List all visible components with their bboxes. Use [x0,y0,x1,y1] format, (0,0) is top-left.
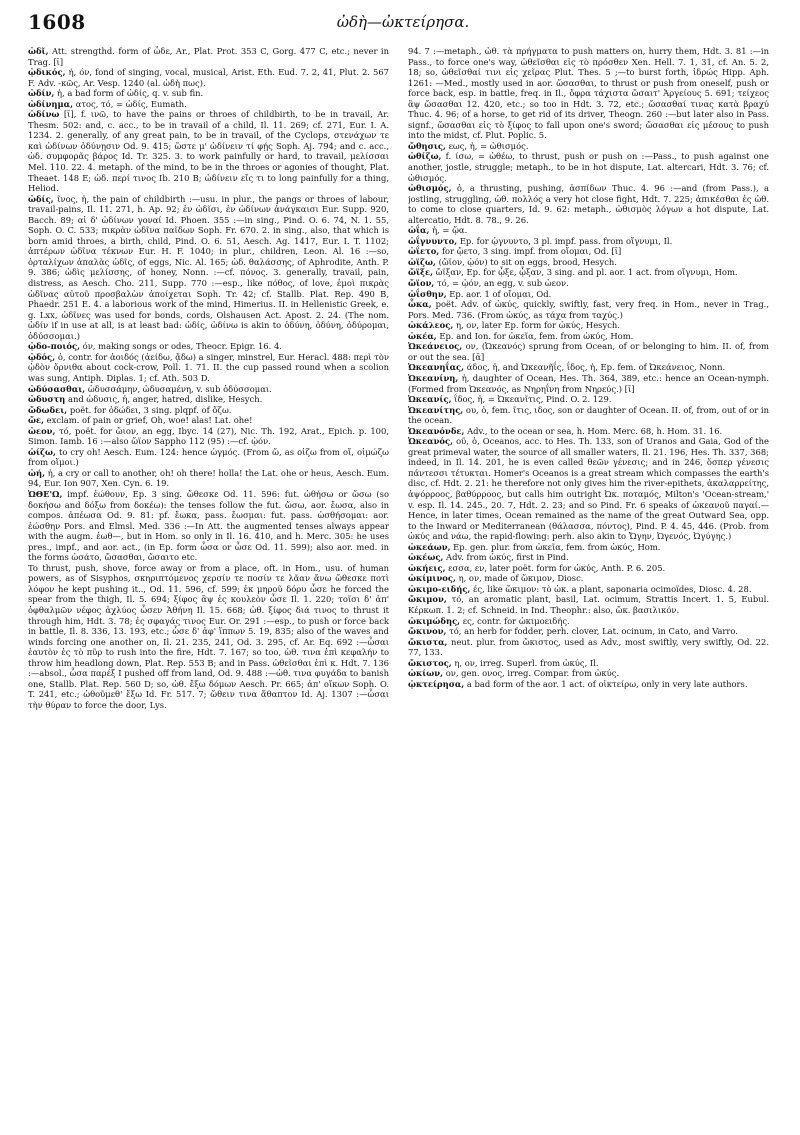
entry-definition: εσσα, εν, later poët. form for ὠκύς, Anth. P. 6. 205. [448,562,666,573]
entry-headword: ὤθησις, [408,140,446,151]
dictionary-entry [408,679,769,690]
entry-headword: ὤκιστα, [408,636,448,647]
entry-definition: Ep. gen. plur. from ὠκεῖα, fem. from ὠκύς, Hom. [453,541,661,552]
dictionary-entry [28,426,389,447]
dictionary-entry [408,331,769,342]
entry-definition: εως, ἡ, = ὠθισμός. [448,140,529,151]
dictionary-entry [408,46,769,141]
entry-headword: ὠκιμο-ειδής, [408,583,471,594]
dictionary-entry [408,426,769,437]
entry-headword: ὠή, [28,467,45,478]
entry-definition: Adv., to the ocean or sea, h. Hom. Merc. 68, h. Hom. 31. 16. [467,425,723,436]
entry-definition: 94. 7 :—metaph., ὠθ. τὰ πρήγματα to push matters on, hurry them, Hdt. 3. 81 :—in Pass., to force one's way, ὠθεῖσθαι εἰς τὸ πρόσθεν Xen. Hell. 7. 1, 31, cf. An. 5. 2, 18; so, ὠθεῖσθαί τινι εἰς χεῖρας Plut. Thes. 5 ;—to burst forth, ἱδρώς Hipp. Aph. 1261: —Med., mostly used in aor. ὤσασθαι, to thrust or push from oneself, push or force back, esp. in battle, freq. in Il., ὄφρα τάχιστα ὤσαιτ' Ἀργείους 5. 691; τείχεος ἂψ ὤσασθαι 12. 420, etc.; so too in Hdt. 3. 72, etc.; ὤσασθαί τινας κατὰ βραχύ Thuc. 4. 96; of a horse, to get rid of its driver, Theogn. 260 :—but later also in Pass. signf., ὤσασθαι εἰς τὸ ξίφος to fall upon one's sword; ὤσασθαι εἰς μέσους to push into the midst, cf. Plut. Poplic. 5. [408,46,769,141]
entry-headword: ὠκάλεος, [408,320,454,331]
dictionary-entry [408,225,769,236]
entry-definition: ὠδυσσάμην, ὠδυσαμένη, v. sub ὀδύσσομαι. [87,383,272,394]
entry-definition: Ep. and Ion. for ὠκεῖα, fem. from ὠκύς, Hom. [439,330,634,341]
dictionary-entry [28,341,389,352]
entry-headword: ὠΐετο, [408,246,440,257]
entry-definition: η, ον, irreg. Superl. from ὠκύς, Il. [454,657,599,668]
entry-definition: ου, ὁ, fem. ῖτις, ιδος, son or daughter of Ocean. II. of, from, out of or in the ocean. [408,404,769,426]
entry-headword: ὠδίν, [28,88,55,99]
dictionary-entry [28,489,389,563]
page-number: 1608 [28,10,86,34]
entry-headword: ὠκίων, [408,668,444,679]
dictionary-entry [28,384,389,395]
entry-headword: Ὠκεανηΐας, [408,362,465,373]
dictionary-entry [408,278,769,289]
entry-definition: (ὤϊον, ᾠόν) to sit on eggs, brood, Hesych. [438,256,617,267]
entry-headword: ὠκίμινος, [408,573,456,584]
dictionary-entry [408,257,769,268]
entry-definition: ές, like ὤκιμον: τὸ ὠκ. a plant, saponaria ocimoïdes, Diosc. 4. 28. [473,583,752,594]
entry-headword: Ὠκεανόνδε, [408,425,465,436]
entry-headword: ᾠκτείρησα, [408,678,465,689]
entry-headword: ὠδίνω [28,109,60,120]
entry-headword: ὠθισμός, [408,183,452,194]
dictionary-entry [28,67,389,88]
dictionary-entry [408,563,769,574]
entry-definition: poët. for ὀδώδει, 3 sing. plqpf. of ὄζω. [69,404,232,415]
entry-definition: and ὠδυσις, ἡ, anger, hatred, dislike, Hesych. [67,394,263,405]
dictionary-entry [408,141,769,152]
entry-definition: η, ον, later Ep. form for ὠκύς, Hesych. [455,320,620,331]
entry-headword: Ὠκεανός, [408,436,454,447]
entry-headword: Ὠκεάνειος, [408,341,463,352]
dictionary-entry [408,151,769,183]
entry-definition: ὁ, contr. for ἀοιδός (ἀείδω, ᾄδω) a singer, minstrel, Eur. Heracl. 488: περὶ τὸν ᾠδὸν ὄρνιθα about cock-crow, Poll. 1. 71. II. the cup passed round when a scolion was sung, Antiph. Diplas. 1; cf. Ath. 503 D. [28,351,389,383]
dictionary-entry [408,668,769,679]
entry-definition: ΐδος, ἡ, = Ὠκεανῖτις, Pind. O. 2. 129. [454,394,612,405]
entry-headword: Ὠκεανίτης, [408,404,464,415]
entry-definition: neut. plur. from ὤκιστος, used as Adv., most swiftly, very swiftly, Od. 22. 77, 133. [408,636,769,658]
entry-headword: ὤϊξε, [408,267,433,278]
entry-definition: ἡ, a bad form of ὠδίς, q. v. sub fin. [57,88,204,99]
entry-definition: impf. ἐώθουν, Ep. 3 sing. ὤθεσκε Od. 11. 596: fut. ὠθήσω or ὤσω (so δοκήσω and δόξω from δοκέω): the tenses follow the fut. ὤσω, aor. ἔωσα, also in compos. ἀπέωσα Od. 9. 81: pf. ἔωκα, pass. ἔωσμαι: fut. pass. ὠσθήσομαι: aor. ἐώσθην Pors. and Elmsl. Med. 336 :—In Att. the augmented tenses always appear with the augm. ἐωθ—, but in Hom. so only in Il. 16. 410, and h. Merc. 305: he uses pres., impf., and aor. act., (in Ep. form ὦσα or ὦσε Od. 11. 599); also aor. med. in the forms ὠσάτο, ὤσασθαι, ὤσαιτο etc. [28,488,389,563]
entry-definition: όν, making songs or odes, Theocr. Epigr. 16. 4. [82,341,282,352]
dictionary-entry [408,373,769,394]
entry-headword: ὠίζω, [28,446,56,457]
page-header [28,10,778,36]
dictionary-entry [28,109,389,193]
entry-definition: ον, (Ὠκεανός) sprung from Ocean, of or belonging to him. II. of, from or out the sea. [ᾱ] [408,341,769,362]
entry-headword: ὤκιστος, [408,657,452,668]
entry-definition: τό, an aromatic plant, basil, Lat. ocimum, Strattis Incert. 1. 5, Eubul. Κέρκωπ. 1. 2; cf. Schneid. in Ind. Theophr.: also, ὤκ. βασιλικόν. [408,594,769,615]
dictionary-entry [28,447,389,468]
entry-definition: άδος, ἡ, and Ὠκεανῆΐς, ΐδος, ἡ, Ep. fem. of Ὠκεάνειος, Nonn. [466,362,726,373]
entry-definition: ῖνος, ἡ, the pain of childbirth :—usu. in plur., the pangs or throes of labour, travail-pains, Il. 11. 271, h. Ap. 92; ἐν ὠδῖσι, ἐν ὠδίνων ἀνάγκαισι Eur. Supp. 920, Bacch. 89; αἱ δ' ὠδίνων γοναί Id. Phoen. 355 :—in sing., Pind. O. 6. 74, N. 1. 55, Soph. O. C. 533; πικρὰν ὠδῖνα παῖδων Soph. Fr. 670. 2. in sing., also, that which is born amid throes, a birth, child, Pind. O. 6. 51, Aesch. Ag. 1417, Eur. I. T. 1102; ἀπτέρων ὠδῖνα τέκνων Eur. H. F. 1040; in plur., children, Leon. Al. 16 :—so, ὀρταλίχων ἀπαλὰς ὠδῖς, of eggs, Nic. Al. 165; ὠδ. θαλάσσης, of Aphrodite, Anth. P. 9. 386; ὠδὶς μελίσσης, of honey, Nonn. :—cf. πόνος. 3. generally, travail, pain, distress, as Aesch. Cho. 211, Supp. 770 :—esp., like πόθος, of love, ἐμοὶ πικρὰς ὠδῖνας αὐτοῦ προσβαλὼν ἀποίχεται Soph. Tr. 42; cf. Stallb. Plat. Rep. 490 B, Phaedr. 251 E. 4. a laborious work of the mind, Himerius. II. in Hellenistic Greek, e. g. Lxx, ὠδῖνες was used for bonds, cords, Olshausen Act. Apost. 2. 24. (The nom. ὠδίν if in use at all, is at least bad: ὠδίς, ὠδίνω is akin to ὀδύνη, ὀδύνη, ὀδύρομαι, ὀδύσσομαι.) [28,193,389,341]
dictionary-entry [28,99,389,110]
dictionary-entry [408,594,769,615]
entry-definition: Ep. for ᾠγνυντο, 3 pl. impf. pass. from οἴγνυμι, Il. [459,235,673,246]
entry-definition: ες, contr. for ὠκιμοειδής. [462,615,570,626]
entry-definition: Ep. aor. 1 of οἴομαι, Od. [449,288,552,299]
dictionary-entry [28,352,389,384]
right-column [408,46,769,1124]
entry-definition: οῦ, ὁ, Oceanos, acc. to Hes. Th. 133, son of Uranos and Gaia, God of the great primeval water, the source of all smaller waters, Il. 21. 196, Hes. Th. 337, 368; indeed, in Il. 14. 201, he is even called θεῶν γένεσις; and in 246, ὅσπερ γένεσις πάντεσσι τέτυκται. Homer's Oceanos is a great stream which compasses the earth's disc, cf. Hdt. 2. 21: he therefore not only gives him the river-epithets, ἀκαλαρρείτης, ἀψόρροος, βαθύρροος, but calls him outright Ὠκ. ποταμός, Milton's 'Ocean-stream,' v. esp. Il. 14. 245., 20. 7, Hdt. 2. 23; and so Pind. Fr. 6 speaks of ὠκεανοῦ παγαί.—Hence, in later times, Ocean remained as the name of the great Outward Sea, opp. to the Inward or Mediterranean (θάλασσα, πόντος), Pind. P. 4. 45, 446. (Prob. from ὠκύς and νάω, the rapid-flowing: perh. also akin to Ὤγην, Ὠγενός, Ὠγύγης.) [408,436,769,542]
dictionary-entry [408,616,769,627]
dictionary-entry [28,194,389,342]
entry-headword: ὠκέα, [408,330,437,341]
entry-headword: ὠκέως, [408,552,444,563]
entry-definition: ον, gen. ονος, irreg. Compar. from ὠκύς. [445,668,620,679]
entry-definition: ή, όν, fond of singing, vocal, musical, Arist. Eth. Eud. 7. 2, 41, Plut. 2. 567 F. Adv. -κῶς, Ar. Vesp. 1240 (al. ὠδὴ πως). [28,67,389,88]
entry-definition: Att. strengthd. form of ὧδε, Ar., Plat. Prot. 353 C, Gorg. 477 C, etc.; never in Trag. [ῑ] [28,46,389,67]
entry-definition: Adv. from ὠκύς, first in Pind. [446,552,569,563]
dictionary-entry [408,626,769,637]
dictionary-entry [408,299,769,320]
entry-definition: τό, poët. for ὤιον, an egg, Ibyc. 14 (27), Nic. Th. 192, Arat., Epich. p. 100, Simon. Iamb. 16 :—also ὤϊον Sappho 112 (95) :—cf. ᾠόν. [28,425,389,447]
entry-headword: ὤδωδει, [28,404,68,415]
dictionary-entry [408,436,769,541]
entry-definition: To thrust, push, shove, force away or from a place, oft. in Hom., usu. of human powers, as of Sisyphos, σκηριπτόμενος χερσίν τε ποσίν τε λᾶαν ἄνω ὤθεσκε ποτὶ λόφον he kept pushing it.., Od. 11. 596, cf. 599; ἐκ μηροῦ δόρυ ὦσε he forced the spear from the thigh, Il. 5. 694; ξίφος ἂψ ἐς κουλεὸν ὦσε Il. 1. 220; τοῖσι δ' ἀπ' ὀφθαλμῶν νέφος ἀχλύος ὦσεν Ἀθήνη Il. 15. 668; ὠθ. ξίφος διά τινος to thrust it through him, Hdt. 3. 78; ἐς σφαγάς τινος Eur. Or. 291 :—esp., to push or force back in battle, Il. 8. 336, 13. 193, etc.; ὦσε δ' ἀφ' ἵππων 5. 19, 835; also of the waves and winds forcing one another on, Il. 21. 235, 241, Od. 3. 295, cf. Ar. Eq. 692 :—ὦσαι ἑαυτὸν ἐς τὸ πῦρ to rush into the fire, Hdt. 7. 167; so too, ὠθ. τινα ἐπὶ κεφαλήν to throw him headlong down, Plat. Rep. 553 B; and in Pass. ὠθεῖσθαι ἐπὶ κ. Hdt. 7. 136 :—absol., ὦσα παρέξ I pushed off from land, Od. 9. 488 :—ὠθ. τινα φυγάδα to banish one, Stallb. Plat. Rep. 560 D; so, ὠθ. ἔξω δόμων Aesch. Pr. 665; ἀπ' οἴκων Soph. O. T. 241, etc.; ὠθοῦμεθ' ἔξω Id. Fr. 517. 7; ὤθειν τινα ἄθαπτον Id. Aj. 1307 :—ὦσαι τὴν θύραν to force the door, Lys. [28,562,389,710]
entry-headword: ὠκήεις, [408,562,446,573]
entry-definition: [ῑ], f. ινῶ, to have the pains or throes of childbirth, to be in travail, Ar. Thesm. 502: and, c. acc., to be in travail of a child, Il. 11. 269; cf. 271, Eur. I. A. 1234. 2. generally, of any great pain, to be in travail, of the Cyclops, στενάχων τε καὶ ὠδίνων ὀδύνῃσιν Od. 9. 415; ὥστε μ' ὠδίνειν τί φῄς Soph. Aj. 794; and c. acc., ὠδ. συμφορᾶς βάρος Id. Tr. 325. 3. to work painfully or hard, to travail, μελίσσαι Mel. 110. 22. 4. metaph. of the mind, to be in the throes or agonies of thought, Plat. Theaet. 148 E; ὠδ. περί τινος Ib. 210 B; ὠδίνειν εἴς τι to long painfully for a thing, Heliod. [28,109,389,194]
entry-headword: ᾠδικός, [28,67,66,78]
dictionary-entry [28,415,389,426]
dictionary-entry [408,236,769,247]
dictionary-entry [408,362,769,373]
dictionary-entry [28,46,389,67]
dictionary-entry [28,394,389,405]
entry-headword: ὨΘΕ'Ω, [28,488,63,499]
entry-headword: ὠΐσθην, [408,288,447,299]
entry-definition: to cry oh! Aesch. Eum. 124: hence ὠγμός. (From ὤ, as οἰζω from οἴ, οἰμώζω from οἴμοι.) [28,446,389,468]
dictionary-entry [408,637,769,658]
entry-definition: η, ον, made of ὤκιμον, Diosc. [458,573,584,584]
entry-headword: ὠϊζω, [408,256,436,267]
entry-definition: ἡ, daughter of Ocean, Hes. Th. 364, 389, etc.: hence an Ocean-nymph. (Formed from Ὠκεανός, as Νηρηΐνη from Νηρεύς.) [ῑ] [408,372,769,394]
entry-definition: a bad form of the aor. 1 act. of οἰκτείρω, only in very late authors. [466,678,748,689]
entry-headword: ὠδίνημα, [28,98,74,109]
entry-definition: ὁ, a thrusting, pushing, ἀσπίδων Thuc. 4. 96 :—and (from Pass.), a jostling, struggling, ὠθ. πολλός a very hot close fight, Hdt. 7. 225; ἀπικέσθαι ἐς ὠθ. to come to close quarters, Id. 9. 62: metaph., ὠθισμὸς λόγων a hot dispute, Lat. altercatio, Hdt. 8. 78., 9. 26. [408,183,769,225]
entry-definition: exclam. of pain or grief, Oh, woe! alas! Lat. ohe! [46,415,253,426]
dictionary-entry [408,584,769,595]
entry-headword: ᾠδός, [28,351,56,362]
dictionary-entry [28,405,389,416]
dictionary-entry [408,658,769,669]
entry-definition: for ᾤετο, 3 sing. impf. from οἴομαι, Od. [ῑ] [441,246,622,257]
dictionary-entry [28,88,389,99]
entry-headword: ὠδῖ, [28,46,49,56]
entry-headword: ὦκα, [408,299,432,310]
entry-headword: ὤϊον, [408,278,435,289]
entry-definition: ἡ, a cry or call to another, oh! oh there! holla! the Lat. ohe or heus, Aesch. Eum. 94, Eur. Ion 907, Xen. Cyn. 6. 19. [28,467,389,489]
entry-headword: ὠεον, [28,425,56,436]
entry-definition: τό, = ᾠόν, an egg, v. sub ὠεον. [437,278,569,289]
dictionary-entry [408,573,769,584]
entry-headword: ὠΐα, [408,225,430,236]
dictionary-entry [28,563,389,711]
entry-definition: ἡ, = ᾤα. [432,225,468,236]
entry-definition: ὤϊξαν, Ep. for ᾦξε, ᾦξαν, 3 sing. and pl. aor. 1 act. from οἴγνυμι, Hom. [435,267,738,278]
dictionary-entry [408,267,769,278]
dictionary-entry [408,394,769,405]
dictionary-entry [408,552,769,563]
entry-headword: ὠδύσασθαι, [28,383,86,394]
dictionary-entry [408,183,769,225]
entry-headword: ὤκινον, [408,626,447,637]
entry-definition: poët. Adv. of ὠκύς, quickly, swiftly, fast, very freq. in Hom., never in Trag., Pors. Med. 736. (From ὠκύς, as τάχα from ταχύς.) [408,299,769,320]
entry-definition: ατος, τό, = ὠδίς, Eumath. [75,98,187,109]
dictionary-entry [408,341,769,362]
entry-headword: ὤε, [28,415,44,426]
dictionary-entry [408,320,769,331]
dictionary-entry [408,405,769,426]
running-head: ὠδὴ—ὠκτείρησα. [336,13,470,31]
entry-headword: ὤκιμον, [408,594,447,605]
entry-headword: ὠκιμώδης, [408,615,461,626]
entry-headword: ὠΐγνυντο, [408,235,458,246]
left-column [28,46,389,1124]
dictionary-entry [408,246,769,257]
entry-headword: ὠδυστη [28,394,66,405]
entry-definition: τό, an herb for fodder, perh. clover, Lat. ocinum, in Cato, and Varro. [449,626,738,637]
entry-headword: ᾠδο-ποιός, [28,341,80,352]
entry-headword: ὠκεάων, [408,541,451,552]
entry-headword: ὠθίζω, [408,151,442,162]
dictionary-entry [408,542,769,553]
dictionary-entry [28,468,389,489]
dictionary-entry [408,289,769,300]
entry-headword: ὠδίς, [28,193,54,204]
entry-definition: f. ίσω, = ὠθέω, to thrust, push or push on :—Pass., to push against one another, jostle, struggle; metaph., to be in hot dispute, Lat. altercari, Hdt. 3. 76; cf. ὠθισμός. [408,151,769,183]
entry-headword: Ὠκεανίς, [408,394,452,405]
entry-headword: Ὠκεανίνη, [408,372,459,383]
